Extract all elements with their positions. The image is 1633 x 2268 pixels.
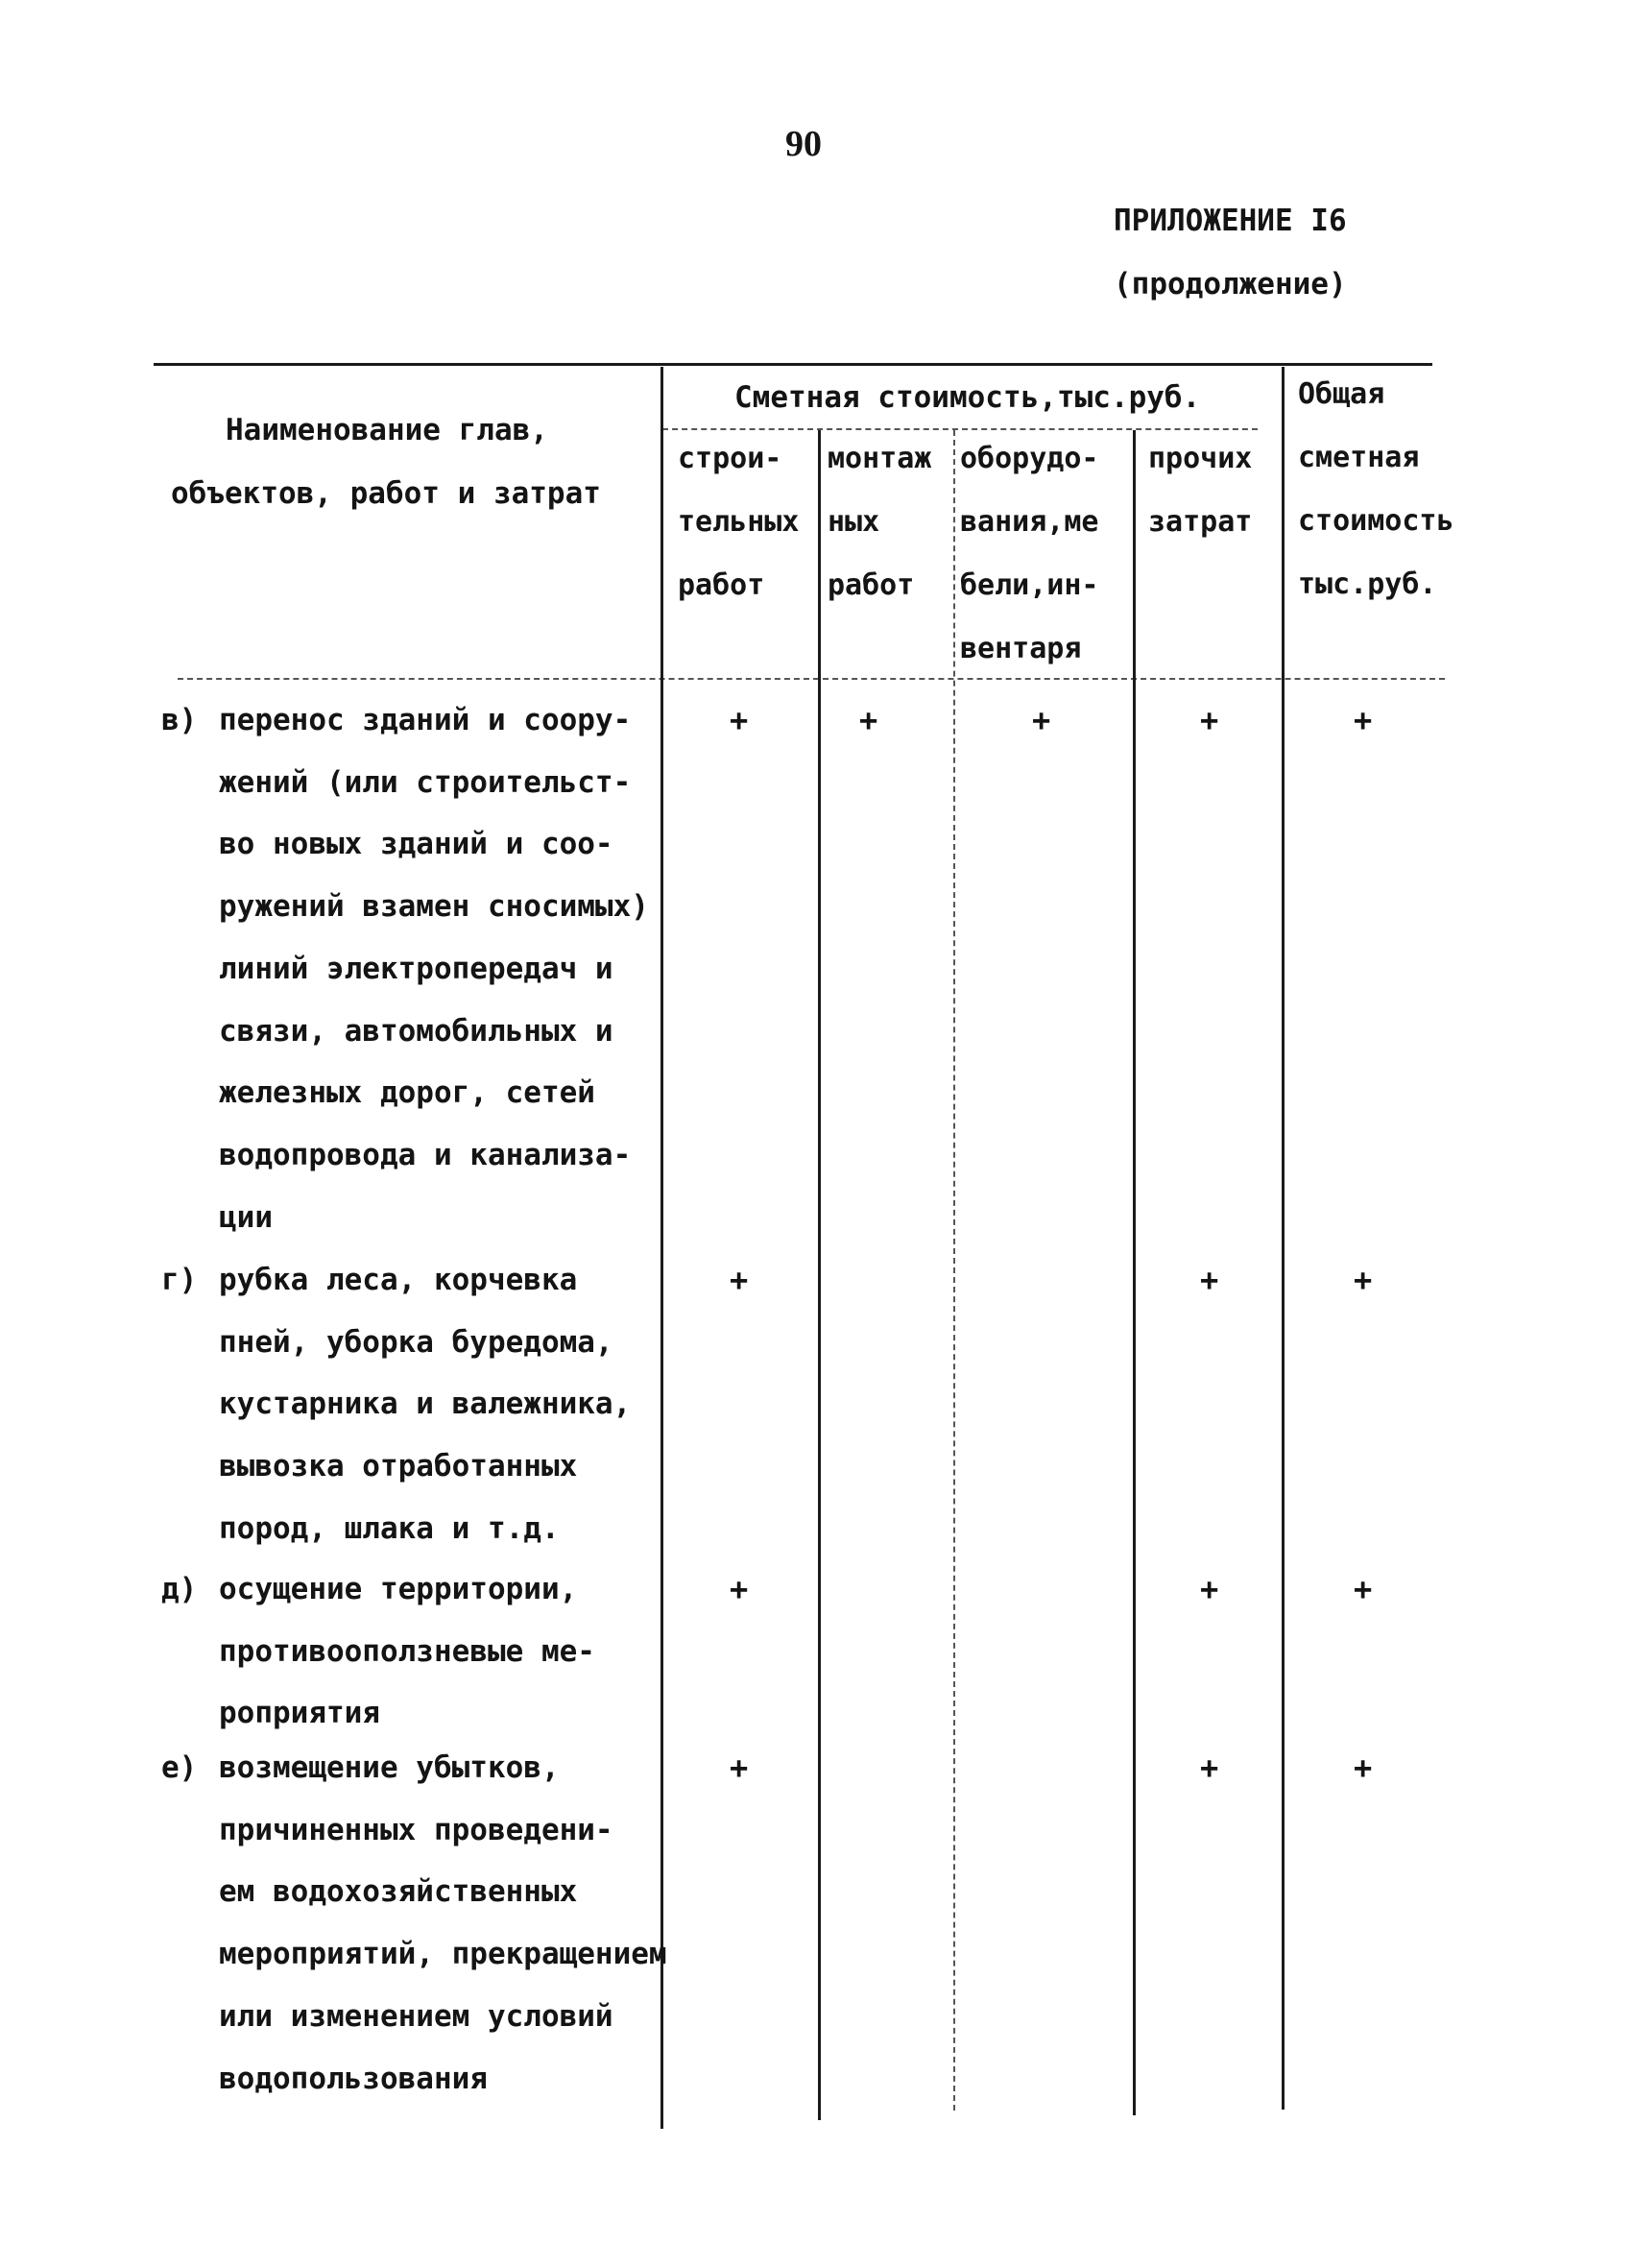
row-text-line: жений (или строительст- [219,764,632,800]
row-text-line: водопровода и канализа- [219,1137,632,1172]
row-text-line: ции [219,1199,273,1235]
row-letter: е) [161,1750,198,1785]
row-text-line: осущение территории, [219,1572,578,1606]
row-text-line: ружений взамен сносимых) [219,889,649,925]
row-text-line: пней, уборка буредома, [219,1324,613,1360]
col-2-rule [953,430,955,2111]
cell-mark: + [1354,702,1373,738]
cell-mark: + [1200,702,1219,738]
row-letter: в) [161,703,198,737]
row-text-line: водопользования [219,2061,488,2096]
cell-mark: + [1200,1262,1219,1298]
cell-mark: + [730,702,749,738]
row-text-line: или изменением условий [219,1998,613,2034]
row-text-line: кустарника и валежника, [219,1387,632,1422]
appendix-title: ПРИЛОЖЕНИЕ I6 [1114,204,1347,238]
header-col-total: Общая сметная стоимость тыс.руб. [1298,377,1454,601]
row-text-line: железных дорог, сетей [219,1075,595,1111]
row-text-line: линий электропередач и [219,951,613,986]
appendix-subtitle: (продолжение) [1114,267,1347,302]
row-text-line: причиненных проведени- [219,1812,613,1847]
cell-mark: + [859,702,878,738]
header-name-line-1: Наименование глав, [226,413,548,447]
cell-mark: + [730,1571,749,1607]
row-text-line: пород, шлака и т.д. [219,1510,560,1546]
row-text-line: мероприятий, прекращением [219,1937,667,1972]
row-letter: д) [161,1572,198,1606]
header-col-construction: строи- тельных работ [678,442,800,602]
cell-mark: + [730,1262,749,1298]
cell-mark: + [730,1749,749,1786]
row-text-line: рубка леса, корчевка [219,1263,578,1297]
cell-mark: + [1354,1571,1373,1607]
col-1-rule [818,430,821,2120]
row-text-line: роприятия [219,1696,380,1731]
row-text-line: связи, автомобильных и [219,1013,613,1049]
row-text-line: ем водохозяйственных [219,1874,578,1910]
cell-mark: + [1354,1262,1373,1298]
header-group-title: Сметная стоимость,тыс.руб. [734,380,1201,415]
cell-mark: + [1032,702,1051,738]
cell-mark: + [1354,1749,1373,1786]
page-number: 90 [785,124,822,164]
table-top-rule [154,363,1432,366]
col-3-rule [1133,430,1136,2115]
row-text-line: противооползневые ме- [219,1633,595,1669]
total-column-rule [1282,367,1285,2110]
header-name-line-2: объектов, работ и затрат [171,476,601,511]
row-text-line: возмещение убытков, [219,1750,560,1785]
header-col-other: прочих затрат [1148,442,1253,539]
header-col-equipment: оборудо- вания,ме бели,ин- вентаря [960,442,1099,665]
row-text-line: перенос зданий и соору- [219,703,632,737]
name-column-rule [660,367,663,2129]
header-col-installation: монтаж ных работ [828,442,932,602]
row-text-line: во новых зданий и соо- [219,827,613,862]
cell-mark: + [1200,1571,1219,1607]
row-letter: г) [161,1263,198,1297]
header-bottom-rule [178,678,1445,680]
cell-mark: + [1200,1749,1219,1786]
row-text-line: вывозка отработанных [219,1449,578,1484]
